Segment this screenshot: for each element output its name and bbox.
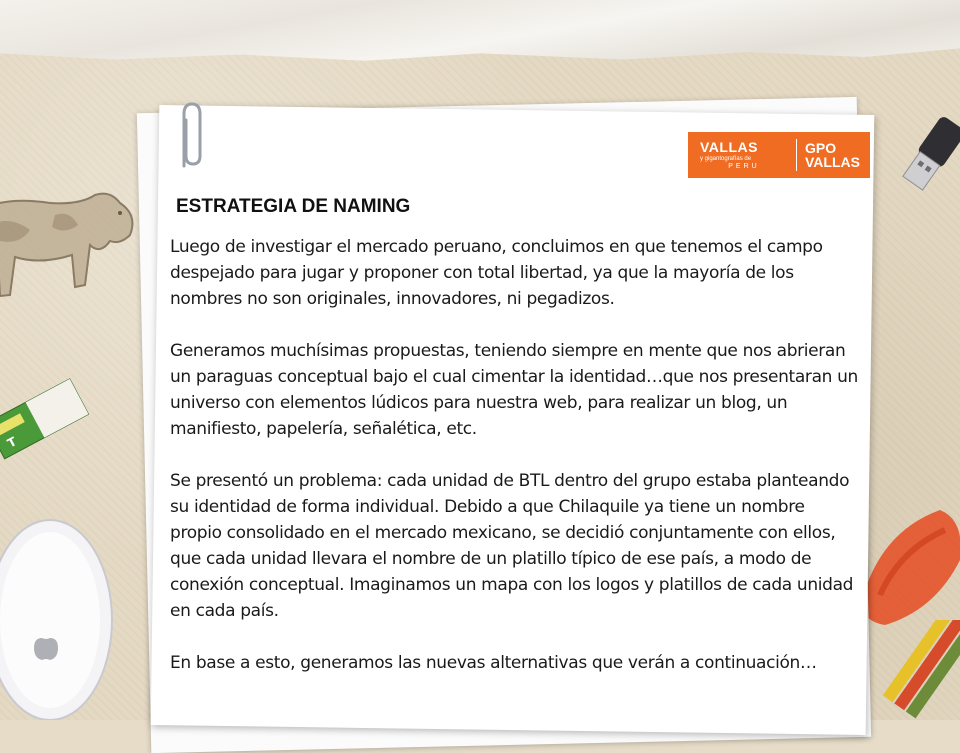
page-title: ESTRATEGIA DE NAMING: [176, 196, 411, 217]
colored-pencils: [880, 620, 960, 720]
paragraph-4: En base a esto, generamos las nuevas alternativas que verán a continuación…: [170, 653, 817, 673]
svg-text:T: T: [5, 434, 19, 451]
logo-group-line1: GPO: [805, 140, 837, 156]
logo-country: PERU: [728, 163, 760, 170]
crumpled-paper-top: [0, 0, 960, 62]
cow-illustration: [0, 175, 145, 310]
logo-brand: VALLAS: [700, 139, 758, 155]
usb-drive-icon: [895, 110, 960, 200]
logo-group-line2: VALLAS: [805, 154, 860, 170]
paragraph-1: Luego de investigar el mercado peruano, concluimos en que tenemos el campo despejado para jugar y proponer con total libertad, ya que la mayoría de los nombres no son originales, innovadores, ni pegadizos.: [170, 237, 823, 309]
paragraph-3: Se presentó un problema: cada unidad de BTL dentro del grupo estaba planteando su identidad de forma individual. Debido a que Chilaquile ya tiene un nombre propio consolidado en el mercado mexicano, se decidió conjuntamente con ellos, que cada unidad llevara el nombre de un platillo típico de ese país, a modo de conexión conceptual. Imaginamos un mapa con los logos y platillos de cada unidad en cada país.: [170, 471, 854, 621]
logo-subtitle: y gigantografías de: [700, 156, 752, 162]
vallas-logo: [688, 132, 870, 178]
body-text: [170, 234, 860, 702]
logo-divider: [796, 139, 797, 171]
paperclip-icon: [172, 100, 208, 172]
paragraph-2: Generamos muchísimas propuestas, teniendo siempre en mente que nos abrieran un paraguas conceptual bajo el cual cimentar la identidad…que nos presentaran un universo con elementos lúdicos para nuestra web, para realizar un blog, un manifiesto, papelería, señalética, etc.: [170, 341, 858, 439]
gum-pack: [0, 375, 90, 465]
mouse-illustration: [0, 510, 120, 720]
